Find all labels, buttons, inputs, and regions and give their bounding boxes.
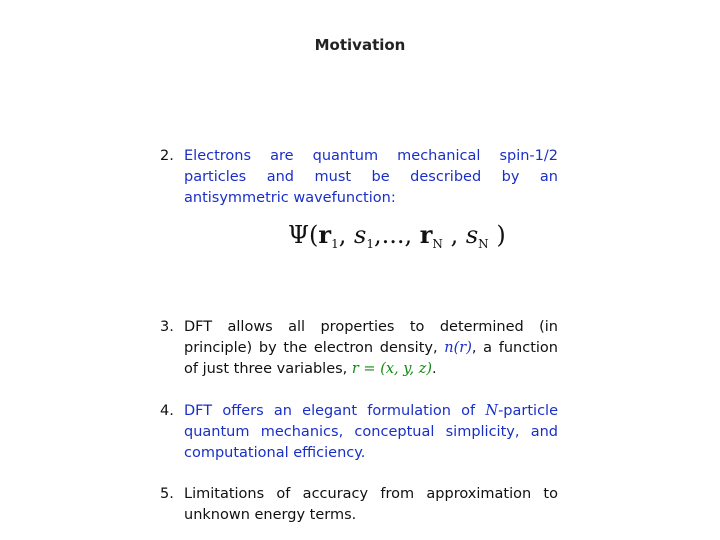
list-item — [160, 484, 558, 526]
item-number: 4. — [160, 403, 174, 419]
list-item — [160, 146, 558, 209]
list-item — [160, 401, 558, 464]
page-title: Motivation — [314, 36, 406, 54]
item-text: DFT offers an elegant formulation of N-particle quantum mechanics, conceptual simplicity, and computational efficiency. — [184, 403, 558, 461]
wavefunction-formula: $\Psi(r_1$, $s_1$,..., $r_N$ , $s_N$ ) — [288, 220, 506, 251]
item-text: Limitations of accuracy from approximation to unknown energy terms. — [184, 486, 558, 523]
item-number: 2. — [160, 148, 174, 164]
position-vector: r = (x, y, z) — [351, 361, 433, 377]
list-item — [160, 317, 558, 380]
item-text: DFT allows all properties to determined (in principle) by the electron density, n(r), a function of just three variables, r = (x, y, z). — [184, 319, 558, 377]
item-number: 5. — [160, 486, 174, 502]
particle-count-symbol: N — [485, 403, 499, 419]
item-number: 3. — [160, 319, 174, 335]
density-symbol: n(r) — [444, 340, 472, 356]
item-text: Electrons are quantum mechanical spin-1/2 particles and must be described by an antisymmetric wavefunction: — [184, 148, 558, 206]
